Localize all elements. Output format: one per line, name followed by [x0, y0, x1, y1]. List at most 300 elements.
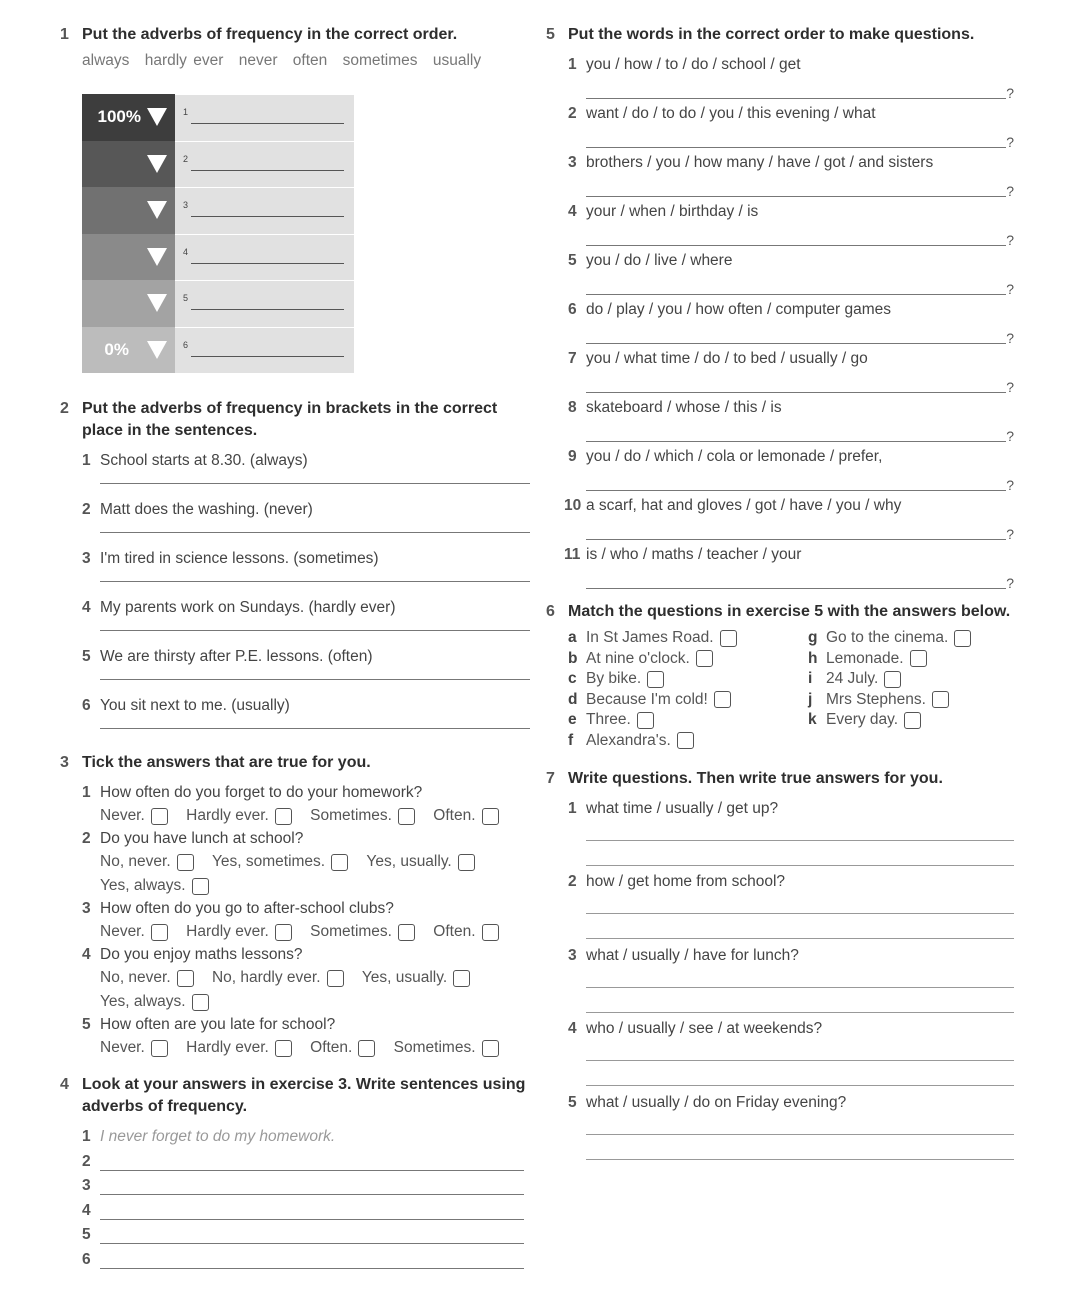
item-text: you / how / to / do / school / get [586, 56, 801, 73]
ladder-slot[interactable] [175, 280, 354, 327]
option [100, 990, 209, 1014]
item-text: who / usually / see / at weekends? [586, 1020, 823, 1037]
item-text: Matt does the washing. (never) [100, 501, 313, 518]
answer-box[interactable] [932, 691, 949, 708]
item-number: 2 [82, 501, 91, 518]
exercise-number: 2 [60, 400, 69, 417]
down-arrow-icon [147, 108, 167, 126]
option-label: Hardly ever. [186, 807, 269, 824]
question-item [82, 944, 530, 966]
exercise-title: Tick the answers that are true for you. [82, 754, 371, 771]
item-number: 2 [568, 873, 577, 890]
item-number: 4 [568, 1020, 577, 1037]
match-item [568, 629, 808, 647]
item-text: is / who / maths / teacher / your [586, 546, 802, 563]
option-label: Never. [100, 1039, 145, 1056]
slot-number: 3 [183, 200, 189, 210]
question-line[interactable] [586, 1114, 1014, 1135]
item-number: 7 [568, 350, 577, 367]
match-item [568, 711, 808, 729]
exercise-number: 1 [60, 26, 69, 43]
list-item [82, 646, 530, 668]
question-text: Do you have lunch at school? [100, 830, 304, 847]
item-text: I'm tired in science lessons. (sometimes) [100, 550, 379, 567]
answer-line[interactable] [100, 1224, 524, 1244]
item-text: what / usually / have for lunch? [586, 946, 799, 964]
item-text: you / what time / do / to bed / usually / go [586, 350, 868, 367]
slot-number: 4 [183, 246, 189, 257]
ladder-row [82, 187, 354, 234]
percent-top-label: 100% [97, 107, 141, 127]
exercise-4-heading [60, 1074, 530, 1118]
exercise-3-heading [60, 752, 530, 774]
answer-text: By bike. [586, 670, 642, 687]
ladder-slot[interactable] [175, 234, 354, 281]
item-number: 4 [82, 599, 91, 616]
answer-line[interactable] [100, 678, 530, 680]
exercise-title: Put the words in the correct order to make questions. [568, 26, 975, 43]
option [310, 1036, 375, 1060]
answer-text: In St James Road. [586, 629, 714, 646]
checkbox[interactable] [482, 1040, 499, 1057]
answer-text: Mrs Stephens. [826, 690, 926, 708]
ladder-bar [82, 94, 175, 141]
answer-box[interactable] [647, 671, 664, 688]
exercise-number: 5 [546, 26, 555, 43]
down-arrow-icon [147, 341, 167, 359]
question-mark: ? [1006, 477, 1014, 493]
answer-line[interactable] [100, 1175, 524, 1195]
question-item [82, 1014, 530, 1036]
answer-letter: j [808, 690, 813, 708]
list-item [568, 798, 1016, 820]
question-line[interactable] [586, 967, 1014, 988]
answer-line[interactable] [100, 482, 530, 484]
match-item [808, 711, 1028, 729]
exercise-4-items [82, 1126, 530, 1273]
ladder-slot[interactable] [175, 327, 354, 374]
item-number: 6 [82, 1250, 91, 1268]
item-number: 1 [82, 784, 91, 801]
slot-number: 6 [183, 339, 189, 350]
checkbox[interactable] [275, 1040, 292, 1057]
checkbox[interactable] [398, 924, 415, 941]
question-mark: ? [1006, 330, 1014, 346]
answer-box[interactable] [910, 650, 927, 667]
answer-text: Alexandra's. [586, 731, 671, 749]
answer-line[interactable] [586, 125, 1014, 150]
answer-line[interactable] [586, 370, 1014, 395]
option [100, 850, 194, 874]
answer-line[interactable] [586, 1135, 1014, 1160]
answer-letter: b [568, 649, 578, 667]
item-number: 3 [568, 946, 577, 964]
exercise-2-items [82, 450, 530, 744]
exercise-2 [60, 398, 530, 744]
item-text: You sit next to me. (usually) [100, 697, 290, 714]
exercise-title: Put the adverbs of frequency in the correct order. [82, 26, 458, 43]
list-item [82, 1126, 530, 1151]
item-number: 1 [82, 1128, 91, 1145]
exercise-1 [60, 24, 530, 394]
list-item [82, 695, 530, 717]
list-item [82, 1224, 530, 1249]
exercise-7-items [568, 798, 1016, 1166]
item-number: 6 [568, 301, 577, 318]
match-item [808, 691, 1028, 709]
down-arrow-icon [147, 155, 167, 173]
option-label: Often. [433, 923, 476, 940]
question-line[interactable] [586, 1040, 1014, 1061]
answer-line[interactable] [100, 727, 530, 729]
item-number: 2 [82, 1152, 91, 1170]
answer-line[interactable] [586, 223, 1014, 248]
checkbox[interactable] [192, 878, 209, 895]
checkbox[interactable] [151, 808, 168, 825]
answer-letter: k [808, 711, 817, 728]
item-number: 3 [82, 550, 91, 567]
item-number: 11 [564, 546, 581, 563]
word-bank-item: usually [432, 52, 482, 69]
item-text: brothers / you / how many / have / got / and sisters [586, 154, 934, 171]
option [186, 804, 292, 828]
question-mark: ? [1006, 428, 1014, 444]
answer-options [100, 920, 530, 944]
word-bank-item: hardly ever [144, 52, 224, 69]
answer-letter: i [808, 670, 813, 687]
question-line[interactable] [586, 820, 1014, 841]
answer-text: 24 July. [826, 670, 879, 687]
ladder-row [82, 94, 354, 141]
answer-line[interactable] [586, 468, 1014, 493]
item-number: 6 [82, 697, 91, 714]
checkbox[interactable] [177, 854, 194, 871]
match-item [568, 670, 808, 688]
list-item [564, 495, 1016, 517]
answer-line[interactable] [100, 1200, 524, 1220]
checkbox[interactable] [398, 808, 415, 825]
exercise-title: Put the adverbs of frequency in brackets in the correct place in the sentences. [82, 400, 498, 439]
answer-letter: e [568, 711, 577, 728]
item-text: you / do / which / cola or lemonade / prefer, [586, 448, 883, 465]
item-number: 4 [82, 946, 91, 963]
item-number: 3 [82, 900, 91, 917]
checkbox[interactable] [275, 808, 292, 825]
item-number: 5 [568, 252, 577, 269]
option-label: Hardly ever. [186, 1039, 269, 1056]
ladder-slot[interactable] [175, 187, 354, 234]
list-item [568, 1092, 1016, 1114]
option-label: No, hardly ever. [211, 969, 321, 986]
checkbox[interactable] [151, 924, 168, 941]
answer-box[interactable] [884, 671, 901, 688]
exercise-3-items [82, 782, 530, 1060]
option-label: No, never. [100, 853, 171, 870]
item-number: 1 [82, 452, 91, 469]
item-number: 2 [82, 830, 91, 847]
question-item [82, 782, 530, 804]
option-label: Yes, always. [100, 877, 186, 894]
item-text: how / get home from school? [586, 873, 786, 890]
word-bank-item: sometimes [342, 52, 418, 69]
option [433, 920, 498, 944]
option-label: Yes, always. [100, 993, 186, 1010]
list-item [82, 1200, 530, 1225]
item-number: 4 [568, 203, 577, 220]
list-item [568, 152, 1016, 174]
ladder-row [82, 280, 354, 327]
answer-line[interactable] [586, 566, 1014, 591]
option-label: Often. [310, 1039, 353, 1056]
answer-text: Lemonade. [826, 649, 904, 667]
option-label: Never. [100, 807, 145, 824]
answer-line[interactable] [586, 272, 1014, 297]
question-mark: ? [1006, 575, 1014, 591]
item-number: 5 [82, 1226, 91, 1243]
option [362, 966, 470, 990]
list-item [82, 1249, 530, 1274]
answer-line [191, 216, 344, 217]
checkbox[interactable] [358, 1040, 375, 1057]
item-number: 5 [82, 1016, 91, 1033]
answer-line[interactable] [586, 517, 1014, 542]
ladder-bar [82, 327, 175, 374]
item-text: We are thirsty after P.E. lessons. (often) [100, 648, 373, 665]
answer-line [191, 356, 344, 357]
ladder-slot[interactable] [175, 141, 354, 188]
option [394, 1036, 499, 1060]
option-label: Sometimes. [310, 807, 392, 824]
match-item [568, 650, 808, 668]
word-bank [82, 52, 530, 70]
example-sentence: I never forget to do my homework. [100, 1128, 336, 1145]
option [100, 920, 168, 944]
answer-line[interactable] [586, 76, 1014, 101]
item-number: 3 [568, 154, 577, 171]
option [310, 920, 415, 944]
question-mark: ? [1006, 281, 1014, 297]
option [366, 850, 474, 874]
answer-options [100, 966, 530, 1014]
ladder-row [82, 234, 354, 281]
item-text: want / do / to do / you / this evening / what [586, 105, 876, 122]
ladder-slot[interactable] [175, 94, 354, 141]
exercise-4 [60, 1074, 530, 1273]
option [100, 804, 168, 828]
checkbox[interactable] [482, 924, 499, 941]
exercise-title: Look at your answers in exercise 3. Write sentences using adverbs of frequency. [82, 1076, 526, 1115]
item-number: 1 [568, 799, 577, 817]
item-text: skateboard / whose / this / is [586, 399, 782, 416]
right-column [546, 24, 1016, 1165]
answer-box[interactable] [677, 732, 694, 749]
match-item [808, 670, 1028, 688]
exercise-5-items [564, 54, 1016, 593]
exercise-number: 6 [546, 603, 555, 620]
answer-box[interactable] [637, 712, 654, 729]
answer-box[interactable] [714, 691, 731, 708]
answer-box[interactable] [696, 650, 713, 667]
item-text: your / when / birthday / is [586, 203, 759, 220]
answer-line[interactable] [586, 841, 1014, 866]
checkbox[interactable] [151, 1040, 168, 1057]
item-number: 8 [568, 399, 577, 416]
option-label: Sometimes. [310, 923, 392, 940]
word-bank-item: always [82, 52, 130, 69]
list-item [82, 450, 530, 472]
ladder-bar [82, 141, 175, 188]
item-number: 4 [82, 1201, 91, 1219]
exercise-number: 3 [60, 754, 69, 771]
item-number: 3 [82, 1177, 91, 1194]
answer-line [191, 309, 344, 310]
exercise-number: 4 [60, 1076, 69, 1093]
exercise-title: Match the questions in exercise 5 with the answers below. [568, 603, 1011, 620]
exercise-2-heading [60, 398, 530, 442]
answer-letter: g [808, 629, 818, 646]
checkbox[interactable] [458, 854, 475, 871]
question-text: Do you enjoy maths lessons? [100, 946, 303, 963]
list-item [568, 201, 1016, 223]
exercise-1-heading [60, 24, 530, 46]
answer-line[interactable] [586, 419, 1014, 444]
list-item [82, 499, 530, 521]
checkbox[interactable] [482, 808, 499, 825]
option-label: Yes, usually. [361, 969, 448, 986]
answer-text: At nine o'clock. [586, 649, 690, 667]
question-mark: ? [1006, 183, 1014, 199]
exercise-5 [546, 24, 1016, 593]
checkbox[interactable] [331, 854, 348, 871]
exercise-5-heading [546, 24, 1016, 46]
option [100, 1036, 168, 1060]
list-item [568, 945, 1016, 967]
list-item [568, 103, 1016, 125]
question-line[interactable] [586, 893, 1014, 914]
option [212, 966, 344, 990]
ladder-row [82, 141, 354, 188]
answer-text: Because I'm cold! [586, 690, 708, 708]
list-item [82, 548, 530, 570]
answer-letter: f [568, 731, 574, 749]
answer-line[interactable] [586, 174, 1014, 199]
question-text: How often do you forget to do your homework? [100, 784, 423, 801]
answer-box[interactable] [904, 712, 921, 729]
exercise-number: 7 [546, 769, 555, 787]
option-label: No, never. [100, 969, 171, 986]
answer-box[interactable] [954, 630, 971, 647]
answer-options [100, 804, 530, 828]
item-number: 9 [568, 448, 577, 465]
ladder-row [82, 327, 354, 374]
checkbox[interactable] [327, 970, 344, 987]
item-text: School starts at 8.30. (always) [100, 452, 308, 469]
answer-options [100, 850, 530, 898]
down-arrow-icon [147, 294, 167, 312]
answer-line[interactable] [100, 1151, 524, 1171]
answer-letter: c [568, 670, 577, 687]
list-item [568, 250, 1016, 272]
option [433, 804, 498, 828]
checkbox[interactable] [192, 994, 209, 1011]
item-number: 5 [82, 648, 91, 665]
answer-line[interactable] [586, 1061, 1014, 1086]
answer-text: Three. [586, 711, 631, 728]
answer-line[interactable] [100, 629, 530, 631]
slot-number: 1 [183, 107, 189, 117]
answer-line[interactable] [586, 988, 1014, 1013]
frequency-ladder [82, 94, 354, 373]
option [100, 966, 194, 990]
left-column [60, 24, 530, 1273]
question-mark: ? [1006, 134, 1014, 150]
checkbox[interactable] [177, 970, 194, 987]
list-item [568, 1018, 1016, 1040]
list-item [82, 597, 530, 619]
answer-box[interactable] [720, 630, 737, 647]
option-label: Often. [433, 807, 476, 824]
answer-text: Go to the cinema. [826, 629, 949, 646]
ladder-bar [82, 187, 175, 234]
option [186, 1036, 292, 1060]
ladder-bar [82, 280, 175, 327]
question-mark: ? [1006, 379, 1014, 395]
list-item [568, 299, 1016, 321]
percent-bottom-label: 0% [104, 339, 129, 359]
option [212, 850, 348, 874]
word-bank-item: often [292, 52, 328, 69]
item-number: 10 [564, 497, 582, 514]
question-text: How often do you go to after-school clubs? [100, 900, 394, 917]
exercise-6-heading [546, 601, 1016, 623]
match-item [808, 650, 1028, 668]
answer-line[interactable] [100, 531, 530, 533]
item-number: 5 [568, 1093, 577, 1111]
answer-line[interactable] [586, 321, 1014, 346]
slot-number: 2 [183, 153, 189, 164]
answer-letter: d [568, 690, 578, 708]
exercise-3 [60, 752, 530, 1060]
question-text: How often are you late for school? [100, 1016, 336, 1033]
down-arrow-icon [147, 248, 167, 266]
list-item [564, 544, 1016, 566]
question-item [82, 828, 530, 850]
answer-line[interactable] [100, 1249, 524, 1269]
answer-line[interactable] [100, 580, 530, 582]
item-number: 1 [568, 56, 577, 73]
list-item [568, 348, 1016, 370]
answer-line [191, 123, 344, 124]
checkbox[interactable] [275, 924, 292, 941]
item-text: do / play / you / how often / computer games [586, 301, 891, 318]
ladder-bar [82, 234, 175, 281]
option-label: Hardly ever. [186, 923, 269, 940]
list-item [82, 1151, 530, 1176]
item-text: what time / usually / get up? [586, 799, 779, 817]
down-arrow-icon [147, 201, 167, 219]
answer-line[interactable] [586, 914, 1014, 939]
list-item [568, 54, 1016, 76]
answer-options [100, 1036, 530, 1060]
answer-text: Every day. [826, 711, 899, 728]
option [100, 874, 209, 898]
exercise-7-heading [546, 768, 1016, 790]
question-mark: ? [1006, 232, 1014, 248]
match-item [808, 629, 1028, 647]
checkbox[interactable] [453, 970, 470, 987]
exercise-title: Write questions. Then write true answers for you. [568, 769, 943, 787]
list-item [568, 871, 1016, 893]
